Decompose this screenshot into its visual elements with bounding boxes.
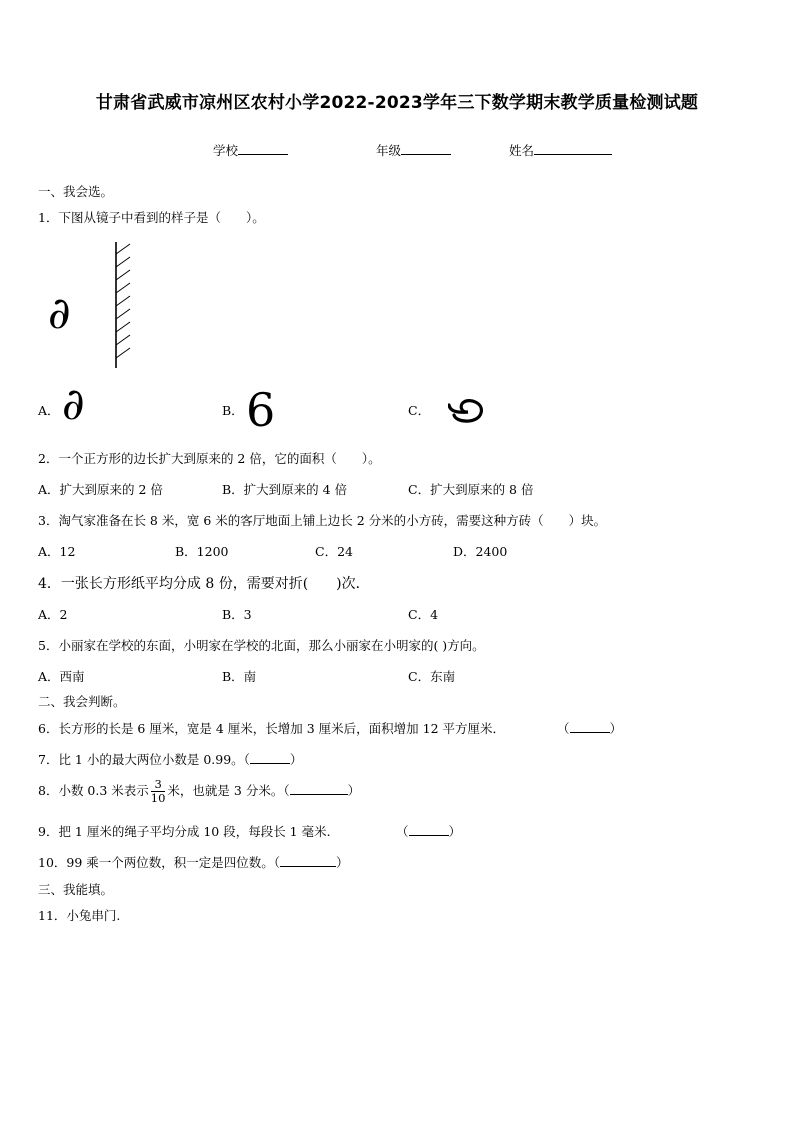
name-blank[interactable] — [534, 141, 612, 155]
q1-option-b-glyph: 6 — [246, 383, 276, 437]
page-title: 甘肃省武威市凉州区农村小学2022-2023学年三下数学期末教学质量检测试题 — [95, 93, 699, 113]
paren-close: ） — [336, 855, 349, 870]
q5-option-a[interactable]: A．西南 — [38, 669, 85, 684]
question-8-text-before: 8．小数 0.3 米表示 — [38, 783, 149, 798]
q5-option-c[interactable]: C．东南 — [408, 669, 456, 684]
question-6-answer[interactable] — [557, 719, 622, 737]
q2-option-a[interactable]: A．扩大到原来的 2 倍 — [38, 482, 163, 497]
q3-option-d[interactable]: D．2400 — [453, 544, 508, 559]
question-9-answer[interactable] — [396, 822, 461, 840]
question-11: 11．小兔串门. — [38, 908, 121, 923]
fraction — [151, 778, 166, 805]
school-blank[interactable] — [238, 141, 288, 155]
section-heading: 三、我能填。 — [38, 882, 114, 897]
question-9 — [38, 822, 331, 840]
paren-close: ） — [289, 752, 303, 767]
paren-open: （ — [557, 721, 570, 736]
question-7-text: 7．比 1 小的最大两位小数是 0.99。（ — [38, 752, 250, 767]
question-6-text: 6．长方形的长是 6 厘米，宽是 4 厘米，长增加 3 厘米后，面积增加 12 平方厘米． — [38, 721, 506, 736]
paren-close: ） — [347, 783, 361, 798]
section-heading: 二、我会判断。 — [38, 694, 126, 709]
q2-option-b[interactable]: B．扩大到原来的 4 倍 — [222, 482, 348, 497]
name-label: 姓名 — [509, 143, 535, 158]
answer-blank[interactable] — [409, 823, 449, 836]
question-8 — [38, 776, 360, 806]
school-field — [213, 141, 288, 159]
answer-blank[interactable] — [250, 751, 290, 764]
grade-field — [376, 141, 451, 159]
q3-option-c[interactable]: C．24 — [315, 544, 353, 559]
answer-blank[interactable] — [290, 782, 348, 795]
fraction-denominator: 10 — [150, 791, 166, 805]
answer-blank[interactable] — [570, 720, 610, 733]
section-heading: 一、我会选。 — [38, 184, 114, 199]
question-2: 2．一个正方形的边长扩大到原来的 2 倍，它的面积（ ）。 — [38, 451, 381, 466]
question-1: 1．下图从镜子中看到的样子是（ ）。 — [38, 210, 265, 225]
name-field — [509, 141, 612, 159]
grade-label: 年级 — [376, 143, 402, 158]
paren-open: （ — [396, 824, 409, 839]
school-label: 学校 — [213, 143, 239, 158]
fraction-numerator: 3 — [151, 778, 166, 792]
question-8-text-after: 米，也就是 3 分米。（ — [167, 783, 290, 798]
q3-option-b[interactable]: B．1200 — [175, 544, 229, 559]
question-7 — [38, 750, 302, 768]
mirror-figure — [108, 240, 134, 372]
q2-option-c[interactable]: C．扩大到原来的 8 倍 — [408, 482, 534, 497]
q1-option-a-label[interactable]: A． — [38, 403, 60, 418]
q4-option-a[interactable]: A．2 — [38, 607, 68, 622]
q1-option-c-glyph — [448, 393, 486, 425]
question-3: 3．淘气家准备在长 8 米，宽 6 米的客厅地面上铺上边长 2 分米的小方砖，需要这种方砖（ ）块。 — [38, 513, 607, 528]
question-4: 4．一张长方形纸平均分成 8 份，需要对折( )次． — [38, 576, 370, 592]
q4-option-c[interactable]: C．4 — [408, 607, 439, 622]
q5-option-b[interactable]: B．南 — [222, 669, 257, 684]
answer-blank[interactable] — [280, 854, 336, 867]
q1-option-a-glyph: ∂ — [62, 379, 85, 430]
figure-glyph: ∂ — [48, 288, 71, 339]
question-6 — [38, 719, 505, 737]
q1-option-c-label[interactable]: C． — [408, 403, 431, 418]
q3-option-a[interactable]: A．12 — [38, 544, 76, 559]
q1-option-b-label[interactable]: B． — [222, 403, 244, 418]
q4-option-b[interactable]: B．3 — [222, 607, 252, 622]
paren-close: ） — [448, 824, 462, 839]
paren-close: ） — [609, 721, 623, 736]
question-9-text: 9．把 1 厘米的绳子平均分成 10 段，每段长 1 毫米. — [38, 824, 331, 839]
question-5: 5．小丽家在学校的东面，小明家在学校的北面，那么小丽家在小明家的( )方向。 — [38, 638, 485, 653]
question-10-text: 10．99 乘一个两位数，积一定是四位数。（ — [38, 855, 281, 870]
question-10 — [38, 853, 349, 871]
grade-blank[interactable] — [401, 141, 451, 155]
